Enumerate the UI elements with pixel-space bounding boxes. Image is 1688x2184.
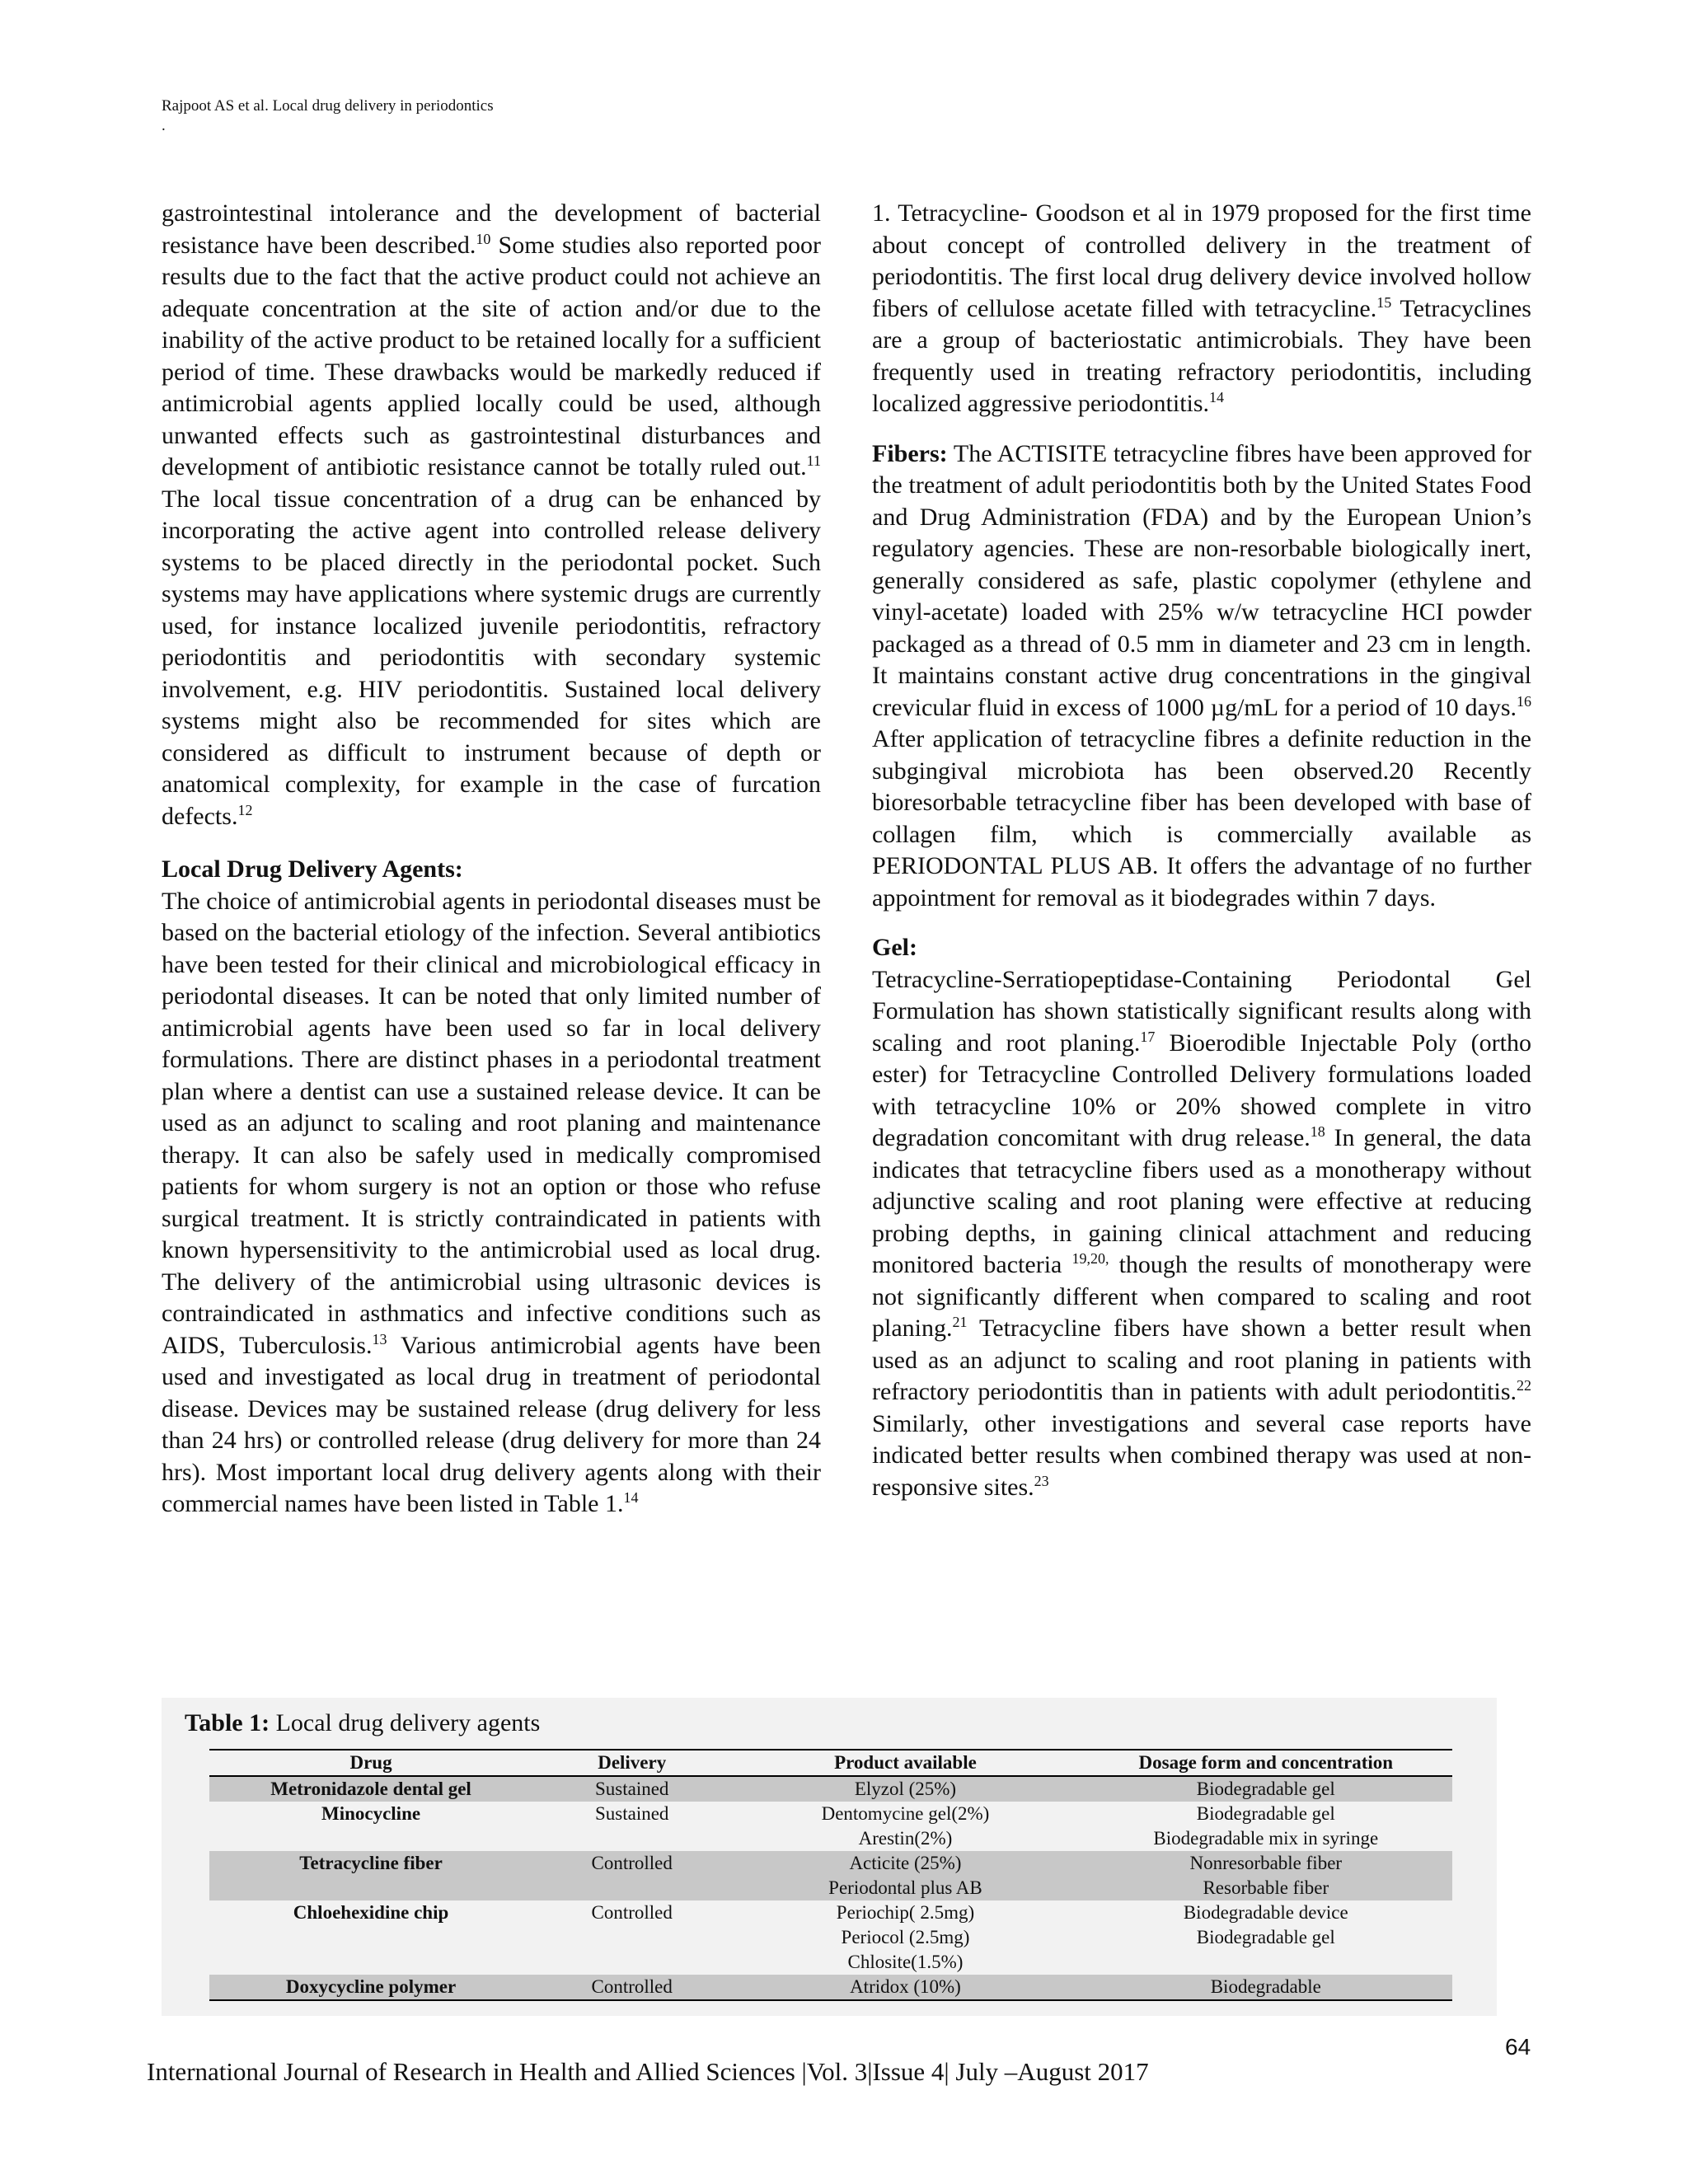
text-run: though the results of monotherapy were not significantly different when compared to scaling and root planing. <box>872 1251 1531 1342</box>
table-row <box>209 1975 1452 2000</box>
page-number: 64 <box>1505 2034 1531 2060</box>
product: Periocol (2.5mg) <box>841 1927 970 1947</box>
table-header-row <box>209 1750 1452 1776</box>
left-column <box>162 198 821 1521</box>
cell-drug: Tetracycline fiber <box>209 1851 532 1900</box>
citation: 15 <box>1376 293 1392 311</box>
text-run: The ACTISITE tetracycline fibres have been approved for the treatment of adult periodontitis both by the United States Food and Drug Administration (FDA) and by the European Union’s regulatory agencies. These are non-resorbable biologically inert, generally considered as safe, plastic copolymer (ethylene and vinyl-acetate) loaded with 25% w/w tetracycline HCI powder packaged as a thread of 0.5 mm in diameter and 23 cm in length. It maintains constant active drug concentrations in the gingival crevicular fluid in excess of 1000 µg/mL for a period of 10 days. <box>872 439 1531 721</box>
cell-products <box>731 1802 1079 1851</box>
right-column <box>872 198 1531 1503</box>
table-row <box>209 1776 1452 1802</box>
citation: 21 <box>952 1314 968 1330</box>
text-run: Various antimicrobial agents have been used and investigated as local drug in treatment of periodontal disease. Devices may be sustained release (drug delivery for less than 24 hrs) or controlled release (drug delivery for more than 24 hrs). Most important local drug delivery agents along with their commercial names have been listed in Table 1. <box>162 1331 821 1517</box>
right-paragraph-fibers <box>872 438 1531 915</box>
cell-dosage <box>1080 1776 1452 1802</box>
fibers-label: Fibers: <box>872 439 948 467</box>
section-heading-local-drug-delivery: Local Drug Delivery Agents: <box>162 855 463 883</box>
cell-dosage <box>1080 1802 1452 1851</box>
column-header: Delivery <box>532 1750 731 1776</box>
citation: 23 <box>1034 1472 1049 1489</box>
text-run: Some studies also reported poor results due to the fact that the active product could not achieve an adequate concentration at the site of action and/or due to the inability of the active product to be retained locally for a sufficient period of time. These drawbacks would be markedly reduced if antimicrobial agents applied locally could be used, although unwanted effects such as gastrointestinal disturbances and development of antibiotic resistance cannot be totally ruled out. <box>162 231 821 480</box>
citation: 11 <box>806 452 821 469</box>
dosage: Biodegradable gel <box>1196 1803 1335 1824</box>
product: Periodontal plus AB <box>828 1877 982 1898</box>
text-run: gastrointestinal intolerance and the development of bacterial resistance have been described. <box>162 199 821 259</box>
cell-drug: Minocycline <box>321 1803 421 1824</box>
cell-drug: Metronidazole dental gel <box>209 1776 532 1802</box>
cell-delivery: Controlled <box>532 1851 731 1900</box>
dosage: Biodegradable mix in syringe <box>1153 1828 1379 1849</box>
dosage: Resorbable fiber <box>1203 1877 1329 1898</box>
table-caption-text: Local drug delivery agents <box>270 1709 541 1736</box>
citation: 16 <box>1517 692 1531 710</box>
dosage: Biodegradable gel <box>1196 1927 1335 1947</box>
cell-dosage <box>1080 1900 1452 1975</box>
citation: 19,20, <box>1071 1250 1109 1267</box>
running-head-dot: . <box>162 117 166 134</box>
citation: 14 <box>1209 389 1225 405</box>
column-header: Dosage form and concentration <box>1080 1750 1452 1776</box>
running-head <box>162 97 494 135</box>
product: Elyzol (25%) <box>854 1779 957 1799</box>
citation: 10 <box>476 230 491 247</box>
product: Chlosite(1.5%) <box>847 1952 964 1972</box>
citation: 18 <box>1310 1123 1325 1140</box>
cell-products <box>731 1776 1079 1802</box>
text-run: The local tissue concentration of a drug can be enhanced by incorporating the active agent into controlled release delivery systems to be placed directly in the periodontal pocket. Such systems may have applications where systemic drugs are currently used, for instance localized juvenile periodontitis, refractory periodontitis and periodontitis with secondary systemic involvement, e.g. HIV periodontitis. Sustained local delivery systems might also be recommended for sites which are considered as difficult to instrument because of depth or anatomical complexity, for example in the case of furcation defects. <box>162 485 821 830</box>
citation: 17 <box>1140 1028 1156 1045</box>
citation: 14 <box>623 1489 639 1506</box>
running-head-text: Rajpoot AS et al. Local drug delivery in periodontics <box>162 97 494 115</box>
right-paragraph-gel <box>872 964 1531 1504</box>
journal-footer: International Journal of Research in Health and Allied Sciences |Vol. 3|Issue 4| July –August 2017 <box>147 2057 1149 2086</box>
table-caption-label: Table 1: <box>185 1709 270 1736</box>
dosage: Biodegradable gel <box>1196 1779 1335 1799</box>
cell-dosage <box>1080 1975 1452 2000</box>
text-run: The choice of antimicrobial agents in periodontal diseases must be based on the bacterial etiology of the infection. Several antibiotics have been tested for their clinical and microbiological efficacy in periodontal diseases. It can be noted that only limited number of antimicrobial agents have been used so far in local delivery formulations. There are distinct phases in a periodontal treatment plan where a dentist can use a sustained release device. It can be used as an adjunct to scaling and root planing and maintenance therapy. It can also be safely used in medically compromised patients for whom surgery is not an option or those who refuse surgical treatment. It is strictly contraindicated in patients with known hypersensitivity to the antimicrobial used as local drug. The delivery of the antimicrobial using ultrasonic devices is contraindicated in asthmatics and infective conditions such as AIDS, Tuberculosis. <box>162 887 821 1359</box>
citation: 22 <box>1517 1377 1531 1394</box>
table-row <box>209 1900 1452 1975</box>
citation: 12 <box>237 801 253 818</box>
text-run: Tetracycline-Serratiopeptidase-Containing Periodontal Gel Formulation has shown statistically significant results along with scaling and root planing. <box>872 965 1531 1057</box>
left-paragraph-2 <box>162 886 821 1521</box>
column-header: Product available <box>731 1750 1079 1776</box>
cell-products <box>731 1900 1079 1975</box>
cell-delivery: Sustained <box>532 1776 731 1802</box>
drug-delivery-table <box>209 1749 1452 2001</box>
product: Periochip( 2.5mg) <box>836 1902 975 1923</box>
table-caption <box>185 1709 540 1737</box>
dosage: Biodegradable <box>1210 1976 1321 1997</box>
product: Arestin(2%) <box>858 1828 953 1849</box>
left-paragraph-1 <box>162 198 821 832</box>
dosage: Nonresorbable fiber <box>1189 1853 1343 1873</box>
right-paragraph-tetracycline <box>872 198 1531 420</box>
section-heading-gel: Gel: <box>872 934 917 961</box>
text-run: Similarly, other investigations and several case reports have indicated better results when combined therapy was used at non-responsive sites. <box>872 1409 1531 1501</box>
cell-delivery: Controlled <box>591 1902 673 1923</box>
citation: 13 <box>372 1330 387 1347</box>
cell-drug: Doxycycline polymer <box>209 1975 532 2000</box>
text-run: Tetracyclines are a group of bacteriostatic antimicrobials. They have been frequently used in treating refractory periodontitis, including localized aggressive periodontitis. <box>872 294 1531 417</box>
cell-drug: Chloehexidine chip <box>293 1902 449 1923</box>
table-row <box>209 1802 1452 1851</box>
text-run: 1. Tetracycline- Goodson et al in 1979 proposed for the first time about concept of controlled delivery in the treatment of periodontitis. The first local drug delivery device involved hollow fibers of cellulose acetate filled with tetracycline. <box>872 199 1531 322</box>
column-header: Drug <box>209 1750 532 1776</box>
text-run: In general, the data indicates that tetracycline fibers used as a monotherapy without adjunctive scaling and root planing were effective at reducing probing depths, in gaining clinical attachment and reducing monitored bacteria <box>872 1124 1531 1278</box>
dosage: Biodegradable device <box>1183 1902 1348 1923</box>
cell-delivery: Sustained <box>594 1803 669 1824</box>
cell-dosage <box>1080 1851 1452 1900</box>
product: Dentomycine gel(2%) <box>821 1803 990 1824</box>
text-run: Bioerodible Injectable Poly (ortho ester) for Tetracycline Controlled Delivery formulations loaded with tetracycline 10% or 20% showed complete in vitro degradation concomitant with drug release. <box>872 1029 1531 1151</box>
text-run: Tetracycline fibers have shown a better result when used as an adjunct to scaling and root planing in patients with refractory periodontitis than in patients with adult periodontitis. <box>872 1315 1531 1405</box>
cell-products <box>731 1851 1079 1900</box>
cell-products <box>731 1975 1079 2000</box>
text-run: After application of tetracycline fibres a definite reduction in the subgingival microbiota has been observed.20 Recently bioresorbable tetracycline fiber has been developed with base of collagen film, which is commercially available as PERIODONTAL PLUS AB. It offers the advantage of no further appointment for removal as it biodegrades within 7 days. <box>872 725 1531 912</box>
product: Atridox (10%) <box>850 1976 961 1997</box>
product: Acticite (25%) <box>849 1853 962 1873</box>
cell-delivery: Controlled <box>532 1975 731 2000</box>
table-row <box>209 1851 1452 1900</box>
